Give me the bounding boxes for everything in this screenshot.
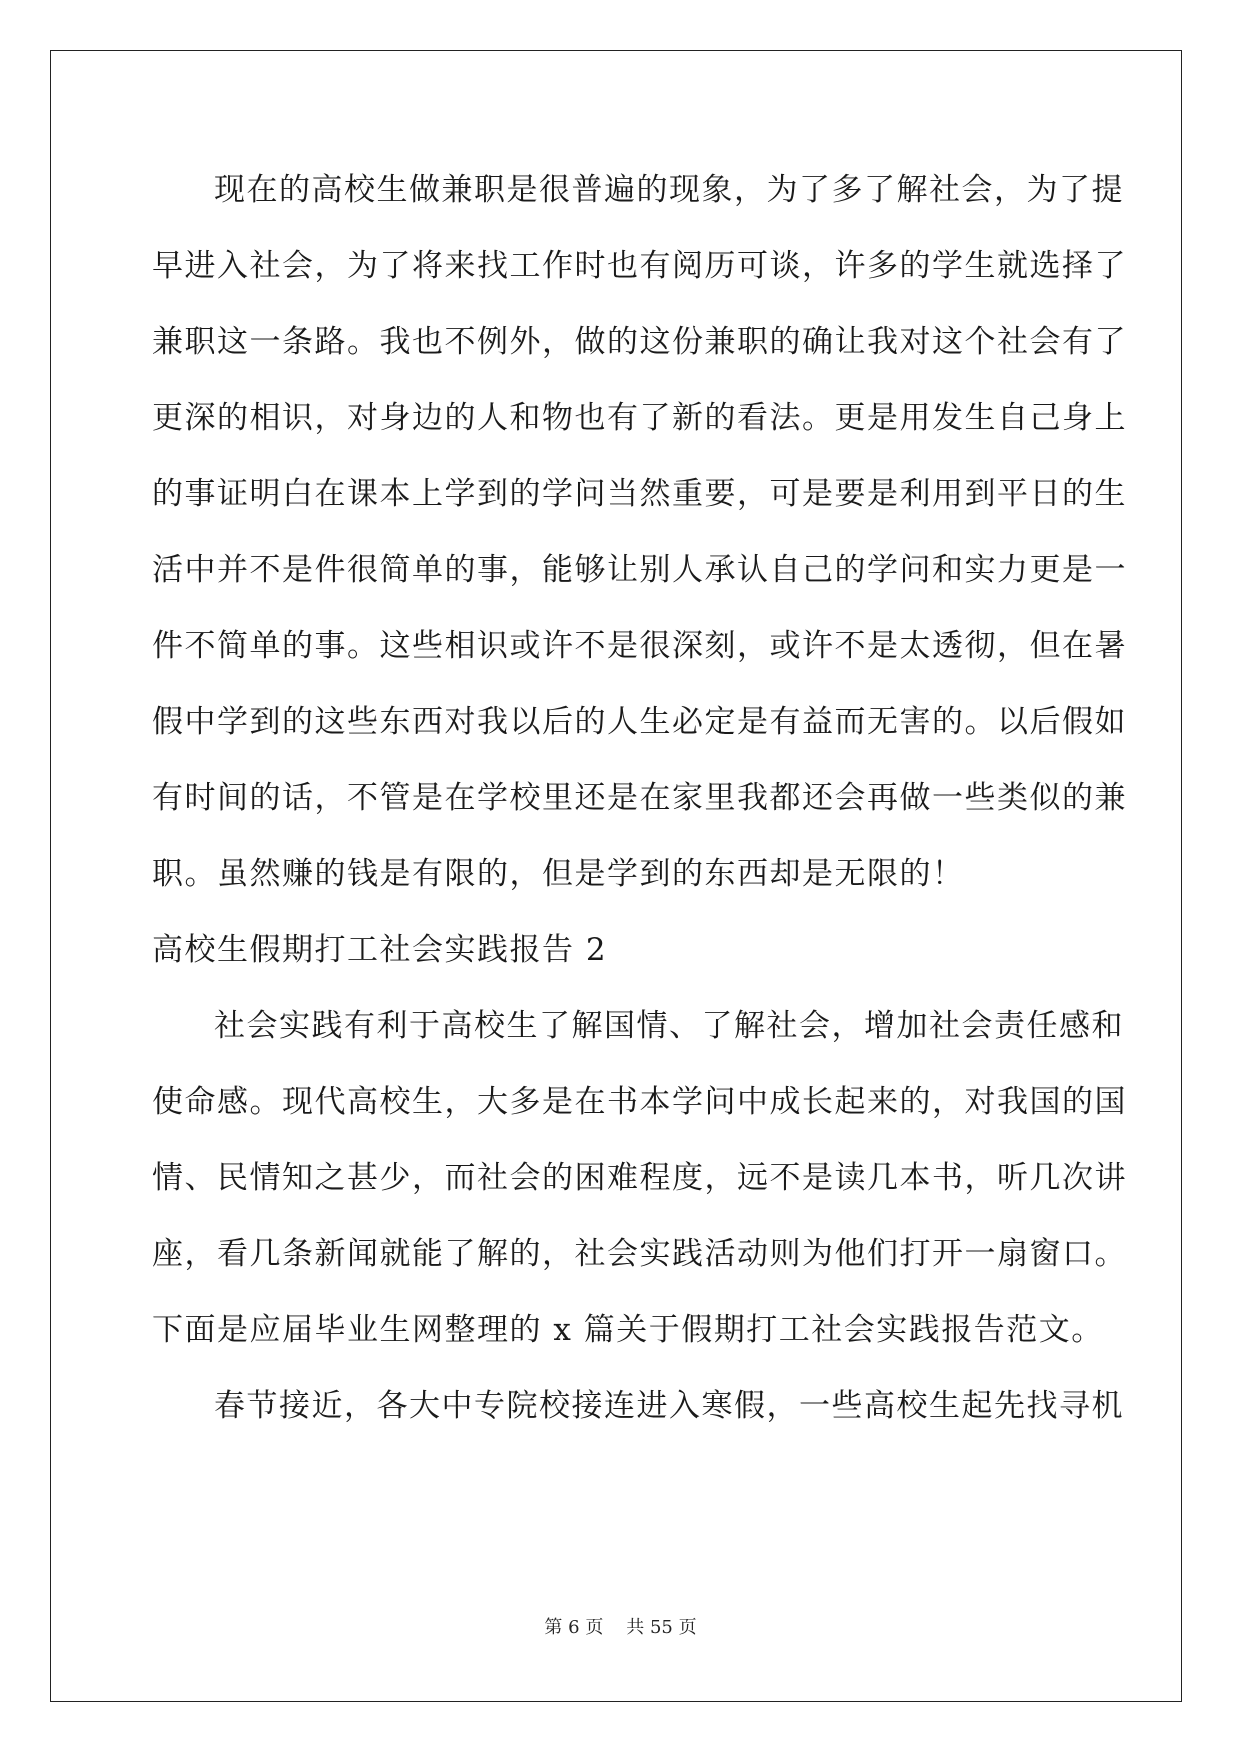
- page-total: 共 55 页: [626, 1617, 697, 1638]
- paragraph-line: 活中并不是件很简单的事，能够让别人承认自己的学问和实力更是一: [152, 552, 1127, 588]
- paragraph-line: 件不简单的事。这些相识或许不是很深刻，或许不是太透彻，但在暑: [152, 628, 1127, 664]
- paragraph-line: 社会实践有利于高校生了解国情、了解社会，增加社会责任感和: [214, 1008, 1124, 1044]
- paragraph-line: 现在的高校生做兼职是很普遍的现象，为了多了解社会，为了提: [214, 172, 1124, 208]
- paragraph-line: 有时间的话，不管是在学校里还是在家里我都还会再做一些类似的兼: [152, 780, 1127, 816]
- paragraph-line: 早进入社会，为了将来找工作时也有阅历可谈，许多的学生就选择了: [152, 248, 1127, 284]
- paragraph-line: 情、民情知之甚少，而社会的困难程度，远不是读几本书，听几次讲: [152, 1160, 1127, 1196]
- page-footer: [0, 1616, 1241, 1640]
- paragraph-line: 假中学到的这些东西对我以后的人生必定是有益而无害的。以后假如: [152, 704, 1127, 740]
- paragraph-line: 使命感。现代高校生，大多是在书本学问中成长起来的，对我国的国: [152, 1084, 1127, 1120]
- section-heading: 高校生假期打工社会实践报告 2: [152, 932, 608, 968]
- paragraph-line: 春节接近，各大中专院校接连进入寒假，一些高校生起先找寻机: [214, 1388, 1124, 1424]
- paragraph-line: 兼职这一条路。我也不例外，做的这份兼职的确让我对这个社会有了: [152, 324, 1127, 360]
- paragraph-line: 更深的相识，对身边的人和物也有了新的看法。更是用发生自己身上: [152, 400, 1127, 436]
- paragraph-line: 下面是应届毕业生网整理的 x 篇关于假期打工社会实践报告范文。: [152, 1312, 1104, 1348]
- page-number: 第 6 页: [544, 1617, 604, 1638]
- paragraph-line: 的事证明白在课本上学到的学问当然重要，可是要是利用到平日的生: [152, 476, 1127, 512]
- paragraph-line: 职。虽然赚的钱是有限的，但是学到的东西却是无限的！: [152, 856, 965, 892]
- paragraph-line: 座，看几条新闻就能了解的，社会实践活动则为他们打开一扇窗口。: [152, 1236, 1127, 1272]
